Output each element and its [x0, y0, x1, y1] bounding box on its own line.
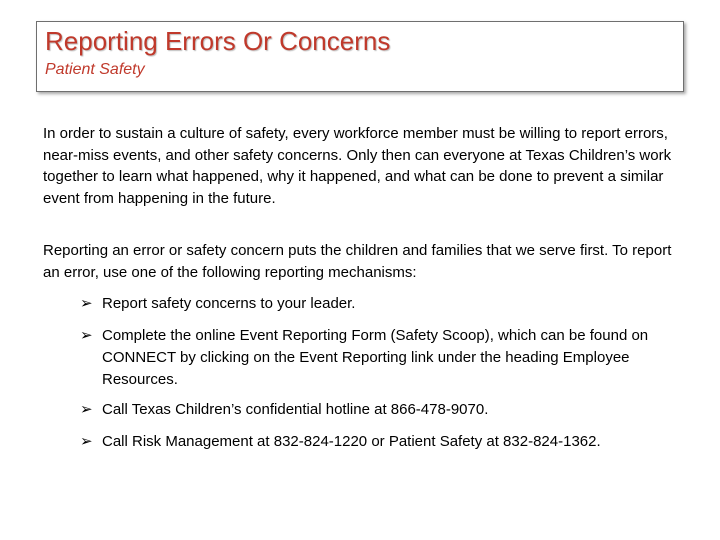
arrow-bullet-icon: ➢: [80, 295, 93, 312]
arrow-bullet-icon: ➢: [80, 327, 93, 344]
arrow-bullet-icon: ➢: [80, 401, 93, 418]
list-item-text: Report safety concerns to your leader.: [102, 295, 356, 312]
arrow-bullet-icon: ➢: [80, 433, 93, 450]
list-item: [80, 399, 680, 421]
list-item-text: Call Risk Management at 832-824-1220 or Patient Safety at 832-824-1362.: [102, 433, 601, 450]
list-item: [80, 431, 680, 453]
page-title: Reporting Errors Or Concerns: [45, 26, 391, 56]
reporting-paragraph: Reporting an error or safety concern puts the children and families that we serve first. To report an error, use one of the following reporting mechanisms:: [43, 242, 672, 281]
list-item-text: Call Texas Children’s confidential hotline at 866-478-9070.: [102, 401, 489, 418]
title-box: [36, 21, 684, 92]
page-subtitle: Patient Safety: [45, 61, 145, 78]
intro-paragraph: In order to sustain a culture of safety, every workforce member must be willing to report errors, near-miss events, and other safety concerns. Only then can everyone at Texas Children’s work together to learn what happened, why it happened, and what can be done to prevent a similar event from happening in the future.: [43, 125, 672, 207]
list-item: [80, 293, 680, 315]
list-item: [80, 325, 680, 391]
list-item-text: Complete the online Event Reporting Form (Safety Scoop), which can be found on CONNECT by clicking on the Event Reporting link under the heading Employee Resources.: [102, 327, 649, 388]
